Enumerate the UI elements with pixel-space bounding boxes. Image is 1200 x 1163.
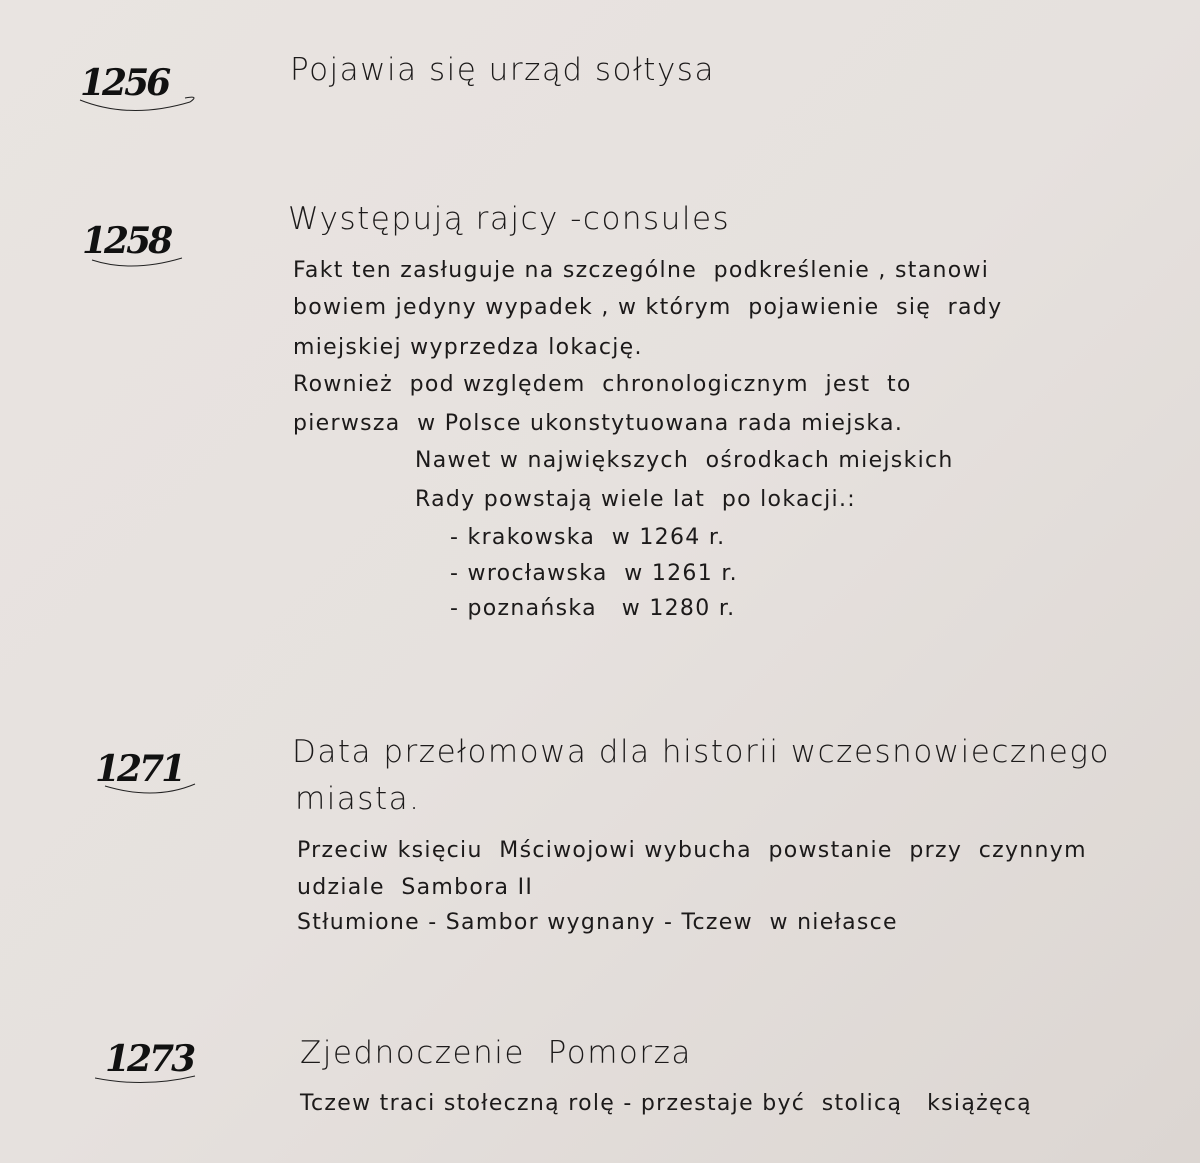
body-line: miejskiej wyprzedza lokację. [293,335,643,360]
year-1258 [82,220,170,262]
entry-heading: Data przełomowa dla historii wczesnowiecznego [292,734,1110,770]
body-line: Przeciw księciu Mściwojowi wybucha powstanie przy czynnym [297,838,1087,863]
year-1256 [80,62,168,104]
flourish-icon [70,90,210,120]
year-label: 1271 [95,748,184,790]
entry-heading: miasta. [295,781,421,817]
year-1271 [95,748,183,790]
year-label: 1273 [105,1038,194,1080]
entry-heading: Występują rajcy -consules [288,201,731,237]
list-item: - krakowska w 1264 r. [450,525,726,550]
body-line: Tczew traci stołeczną rolę - przestaje być stolicą książęcą [300,1091,1032,1116]
body-line: Rady powstają wiele lat po lokacji.: [415,487,856,512]
flourish-icon [85,776,225,806]
flourish-icon [72,248,212,278]
body-line: Fakt ten zasługuje na szczególne podkreślenie , stanowi [293,258,990,283]
body-line: pierwsza w Polsce ukonstytuowana rada miejska. [293,411,904,436]
year-label: 1258 [82,220,171,262]
list-item: - wrocławska w 1261 r. [450,561,738,586]
year-label: 1256 [80,62,169,104]
body-line: Rownież pod względem chronologicznym jest to [293,372,912,397]
entry-heading: Pojawia się urząd sołtysa [290,52,715,88]
year-1273 [105,1038,193,1080]
body-line: udziale Sambora II [297,875,534,900]
body-line: Stłumione - Sambor wygnany - Tczew w niełasce [297,910,898,935]
body-line: bowiem jedyny wypadek , w którym pojawienie się rady [293,295,1003,320]
list-item: - poznańska w 1280 r. [450,596,736,621]
flourish-icon [95,1066,235,1096]
body-line: Nawet w największych ośrodkach miejskich [415,448,954,473]
entry-heading: Zjednoczenie Pomorza [300,1035,692,1071]
